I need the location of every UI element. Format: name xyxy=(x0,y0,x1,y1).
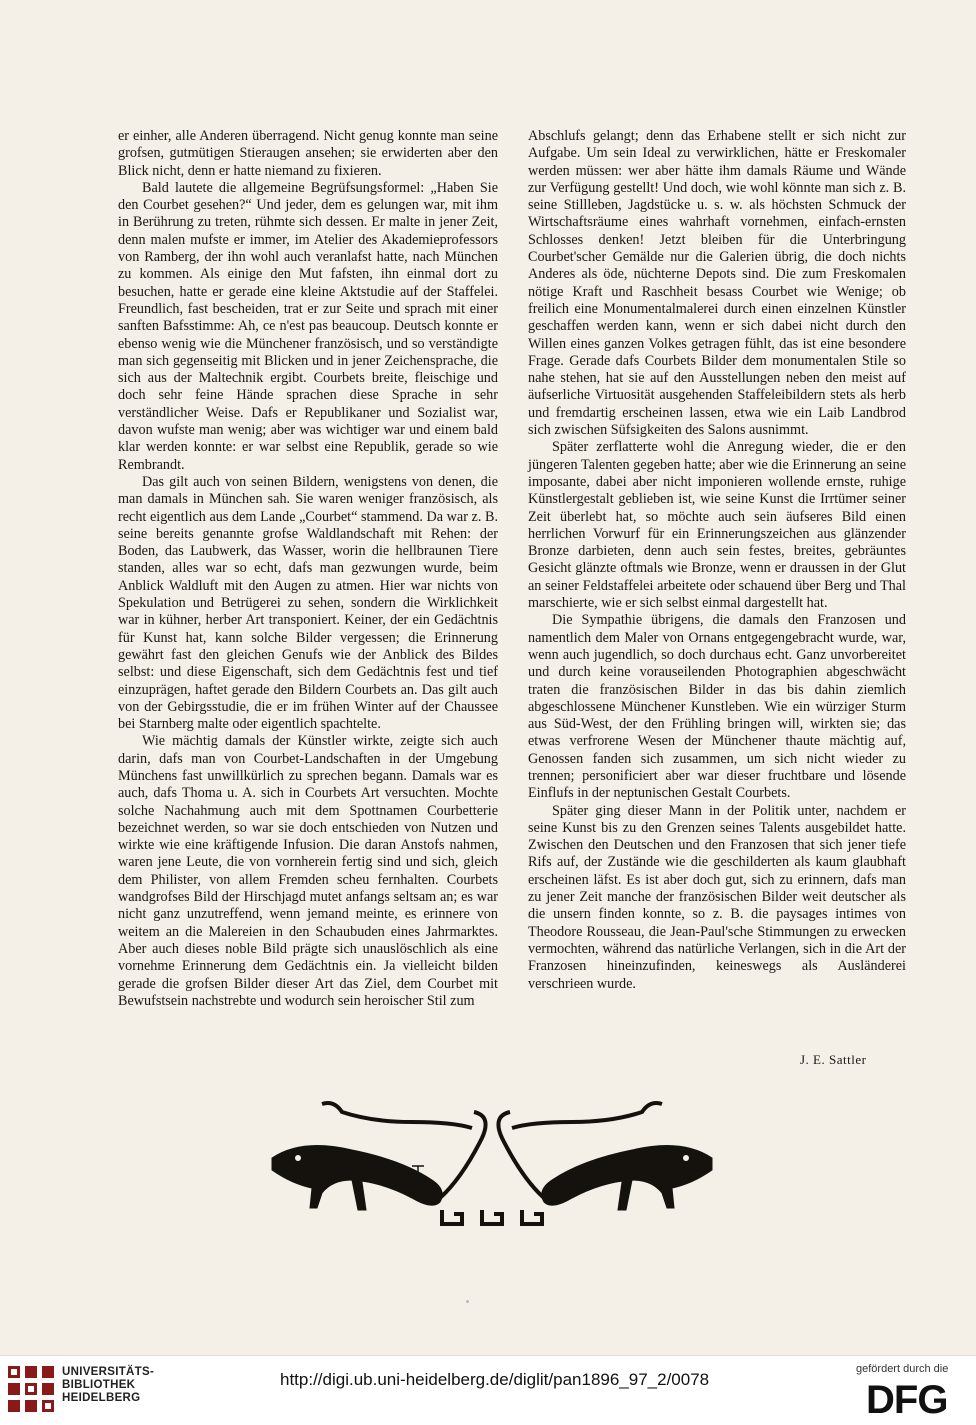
paragraph: Die Sympathie übrigens, die damals den Franzosen und namentlich dem Maler von Ornans entgegengebracht wurde, war, wenn auch jugendlich, so doch durchaus echt. Ganz unvorbereitet und durch keine vorauseilenden Photographien abgeschwächt traten die französischen Bilder in das bis dahin ziemlich abgeschlossene Münchener Kunstleben. Wie ein würziger Sturm aus Süd-West, der den Frühling bringen will, wirkten sie; das etwas verfrorene Wesen der Münchener thaute mächtig auf, Genossen fanden sich zusammen, um sich nicht wieder zu trennen; personificiert aber war dieser fruchtbare und lösende Einflufs in der neptunischen Gestalt Courbets. xyxy=(528,612,906,802)
right-column xyxy=(528,128,906,993)
stylized-animals-ornament-icon xyxy=(262,1098,722,1228)
digitization-footer xyxy=(0,1355,976,1425)
library-line: BIBLIOTHEK xyxy=(62,1379,136,1391)
paragraph: Später zerflatterte wohl die Anregung wieder, die er den jüngeren Talenten gegeben hatte; aber wie die Erinnerung an seine imposante, dabei aber nicht imponieren wollende ernste, ruhige Künstlergestalt geblieben ist, wie seine Kunst die Irrtümer seiner Zeit überlebt hat, so möchte auch sein äufseres Bild einen herrlichen Vorwurf für ein Erinnerungszeichen aus glänzender Bronze darbieten, denn auch sein festes, breites, gebräuntes Gesicht glänzte oftmals wie Bronze, wenn er draussen in der Glut an seiner Feldstaffelei arbeitete oder schauend über Berg und Thal marschierte, wie er sich selbst einmal dargestellt hat. xyxy=(528,439,906,612)
scan-speck xyxy=(466,1300,469,1303)
permalink-url[interactable]: http://digi.ub.uni-heidelberg.de/diglit/pan1896_97_2/0078 xyxy=(280,1370,710,1389)
dfg-logo: DFG xyxy=(866,1378,948,1422)
ub-heidelberg-logo-icon xyxy=(6,1364,56,1414)
paragraph: Wie mächtig damals der Künstler wirkte, zeigte sich auch darin, dafs man von Courbet-Landschaften in der Umgebung Münchens fast unwillkürlich zu sprechen begann. Damals war es auch, dafs Thoma u. A. sich in Courbets Art versuchten. Mochte solche Nachahmung auch mit dem Spottnamen Courbetterie bezeichnet werden, so war sie doch entschieden von Nutzen und wirkte wie eine kräftigende Infusion. Die daran Anstofs nahmen, waren jene Leute, die von vornherein fertig sind und sich, gleich dem Philister, von allem Fremden scheu fernhalten. Courbets wandgrofses Bild der Hirschjagd mutet anfangs seltsam an; es war nicht ganz unzutreffend, wenn jemand meinte, es erinnere von weitem an die Malereien in den Schaubuden eines Jahrmarktes. Aber auch dieses noble Bild prägte sich unauslöschlich als eine vornehme Erinnerung dem Gedächtnis ein. Ja vielleicht bilden gerade die grofsen Bilder dieser Art das Ziel, dem Courbet mit Bewufstsein nachstrebte und wodurch sein heroischer Stil zum xyxy=(118,733,498,1009)
author-signature: J. E. Sattler xyxy=(800,1052,867,1067)
paragraph: Bald lautete die allgemeine Begrüfsungsformel: „Haben Sie den Courbet gesehen?“ Und jeder, dem es gelungen war, mit ihm in Berührung zu treten, rühmte sich dessen. Er malte in jener Zeit, denn malen mufste er immer, im Atelier des Akademieprofessors von Ramberg, der ihn wohl auch veranlafst hatte, nach München zu kommen. Als einige den Mut fafsten, ihn einmal dort zu besuchen, hatte er gerade eine kleine Aktstudie auf der Staffelei. Freundlich, fast bescheiden, trat er zur Seite und sprach mit einer sanften Bafsstimme: Ah, ce n'est pas beaucoup. Deutsch konnte er ebenso wenig wie die Münchener französisch, und so verständigte man sich gegenseitig mit Blicken und in jener Zeichensprache, die sich aus der Maltechnik ergibt. Courbets breite, fleischige und doch sehr feine Hände sprachen diese Sprache in sehr verständlicher Weise. Dafs er Republikaner und Sozialist war, davon wufste man wenig; aber was wichtiger war und einem bald klar werden konnte: er war selbst eine Republik, gerade so wie Rembrandt. xyxy=(118,179,498,473)
paragraph: Abschlufs gelangt; denn das Erhabene stellt er sich nicht zur Aufgabe. Um sein Ideal zu verwirklichen, hätte er Freskomaler werden müssen: wer aber hätte ihm damals Räume und Wände zur Verfügung gestellt! Und doch, wie wohl könnte man sich z. B. seine Stillleben, Jagdstücke u. s. w. als höchsten Schmuck der Wirtschaftsräume eines wahrhaft vornehmen, einfach-ernsten Schlosses denken! Jetzt bleiben für die Unterbringung Courbet'scher Gemälde nur die Galerien übrig, die doch nichts Anderes als öde, nüchterne Depots sind. Die zum Freskomalen nötige Kraft und Raschheit besass Courbet wie Wenige; ob freilich eine Monumentalmalerei durch einen einzelnen Künstler geschaffen werden kann, wenn er sich dabei nicht durch den Willen eines ganzen Volkes getragen fühlt, das ist eine besondere Frage. Gerade dafs Courbets Bilder dem monumentalen Stile so nahe stehen, hat sie auf den Ausstellungen neben den meist auf äufserliche Virtuosität ausgehenden Staffeleibildern stets als herb und fremdartig erscheinen lassen, etwa wie ein Laib Landbrod sich zwischen Süfsigkeiten des Salons ausnimmt. xyxy=(528,128,906,439)
paragraph: Das gilt auch von seinen Bildern, wenigstens von denen, die man damals in München sah. Sie waren weniger französisch, als recht eigentlich aus dem Lande „Courbet“ stammend. Da war z. B. seine bereits genannte grofse Waldlandschaft mit Rehen: der Boden, das Laubwerk, das Wasser, worin die hellbraunen Tiere standen, alles war so echt, dafs man gezwungen wurde, beim Anblick Waldluft mit den Augen zu atmen. Hier war nichts von Spekulation und Betrügerei zu sehen, sondern die Wirklichkeit war in kühner, herber Art transponiert. Keiner, der ein Gedächtnis für Kunst hat, kann solche Bilder vergessen; die Erinnerung gewährt fast den gleichen Genufs wie der Anblick des Bildes selbst: und diese Eigenschaft, sich dem Gedächtnis fest und tief einzuprägen, haftet gerade den Bildern Courbets an. Das gilt auch von der Gebirgsstudie, die er im frühen Winter auf der Chaussee bei Starnberg malte oder eigentlich spachtelte. xyxy=(118,473,498,733)
sponsor-caption: gefördert durch die xyxy=(856,1363,949,1375)
library-line: HEIDELBERG xyxy=(62,1392,141,1404)
paragraph: er einher, alle Anderen überragend. Nicht genug konnte man seine grofsen, gutmütigen Stieraugen ansehen; sie erwiderten aber den Blick nicht, denn er hatte niemand zu fixieren. xyxy=(118,128,498,179)
library-name xyxy=(62,1366,154,1405)
paragraph: Später ging dieser Mann in der Politik unter, nachdem er seine Kunst bis zu den Grenzen seines Talents ausgebildet hatte. Zwischen den Deutschen und den Franzosen that sich jener tiefe Rifs auf, der Zustände wie die geschilderten als kaum glaubhaft erscheinen läfst. Es ist aber doch gut, sich zu erinnern, dafs man zu jener Zeit manche der französischen Bilder weit deutscher als die unsern finden konnte, so z. B. die paysages intimes von Theodore Rousseau, die Jean-Paul'sche Stimmungen zu erwecken vermochten, während das natürliche Verlangen, sich in die Art der Franzosen hineinzufinden, keineswegs als Ausländerei verschrieen wurde. xyxy=(528,802,906,992)
left-column xyxy=(118,128,498,1010)
library-line: UNIVERSITÄTS- xyxy=(62,1366,155,1378)
